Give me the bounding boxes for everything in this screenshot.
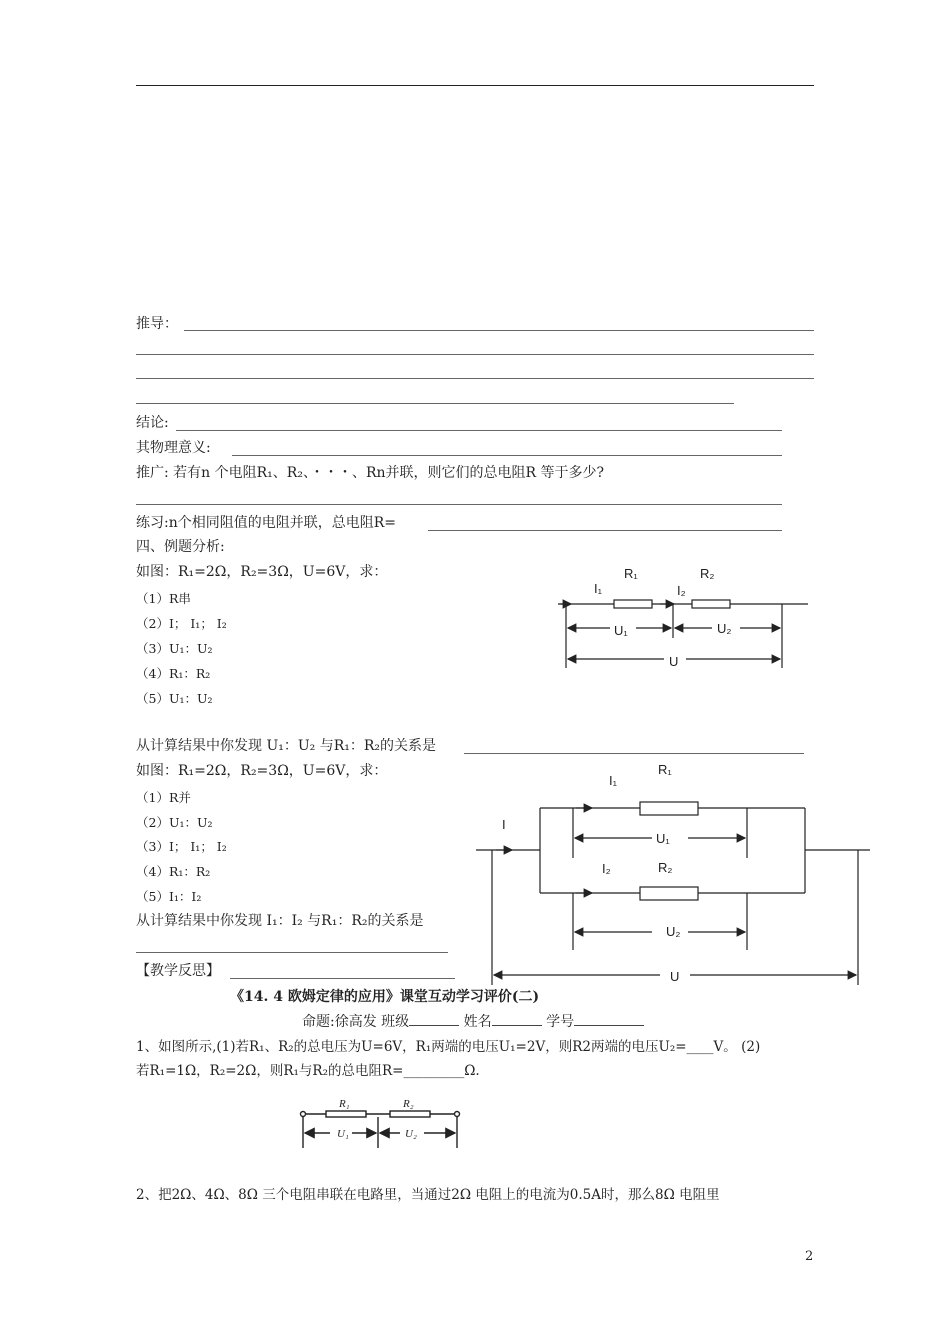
q2-line1: 2、把2Ω、4Ω、8Ω 三个电阻串联在电路里，当通过2Ω 电阻上的电流为0.5A时，那么8Ω 电阻里 <box>136 1187 720 1203</box>
derivation-label: 推导： <box>136 316 178 332</box>
label-u1: U₁ <box>614 623 628 638</box>
label-u2: U₂ <box>405 1128 417 1140</box>
example2-finding: 从计算结果中你发现 I₁：I₂ 与R₁：R₂的关系是 <box>136 913 424 929</box>
label-i2: I₂ <box>602 861 611 876</box>
example1-item: （1）R串 <box>136 591 191 606</box>
resistor-r1 <box>640 802 698 815</box>
answer-line <box>428 530 782 531</box>
resistor-r1 <box>614 600 652 608</box>
q1-circuit <box>301 1111 460 1148</box>
class-label: 班级 <box>381 1014 410 1030</box>
example1-finding: 从计算结果中你发现 U₁：U₂ 与R₁：R₂的关系是 <box>136 738 437 754</box>
eval-meta <box>302 1013 644 1031</box>
answer-line <box>136 952 448 953</box>
answer-line <box>136 403 734 404</box>
example2-item: （2）U₁：U₂ <box>136 815 213 830</box>
resistor-r2 <box>640 887 698 900</box>
answer-line <box>464 753 804 754</box>
answer-line <box>184 330 814 331</box>
label-u: U <box>670 969 680 984</box>
section-title: 四、例题分析: <box>136 539 225 555</box>
label-u2: U₂ <box>717 621 732 636</box>
physical-meaning-label: 其物理意义: <box>136 440 211 456</box>
answer-line <box>232 455 782 456</box>
label-i1: I₁ <box>609 773 617 788</box>
label-r2: R₂ <box>658 860 673 875</box>
answer-line <box>176 430 782 431</box>
parallel-circuit <box>476 802 870 985</box>
resistor-r2 <box>390 1111 430 1117</box>
eval-author: 命题:徐高发 <box>302 1014 377 1030</box>
label-r1: R₁ <box>658 762 672 777</box>
generalize-text: 推广: 若有n 个电阻R₁、R₂、・・・、Rn并联，则它们的总电阻R 等于多少? <box>136 465 604 481</box>
example2-prompt: 如图：R₁=2Ω，R₂=3Ω，U=6V，求： <box>136 763 388 779</box>
reflection-label: 【教学反思】 <box>136 963 220 979</box>
answer-line <box>136 354 814 355</box>
conclusion-label: 结论: <box>136 415 169 431</box>
answer-line <box>136 378 814 379</box>
label-i: I <box>502 817 506 832</box>
example1-item: （4）R₁：R₂ <box>136 666 211 681</box>
example1-item: （5）U₁：U₂ <box>136 691 213 706</box>
q1-line1: 1、如图所示,(1)若R₁、R₂的总电压为U=6V，R₁两端的电压U₁=2V，则R2两端的电压U₂=____V。 (2) <box>136 1039 761 1055</box>
label-r1: R₁ <box>339 1098 350 1110</box>
page-number: 2 <box>805 1249 814 1264</box>
header-rule <box>136 85 814 86</box>
label-r2: R₂ <box>403 1098 414 1110</box>
example2-item: （5）I₁：I₂ <box>136 889 202 904</box>
label-u1: U₁ <box>656 831 670 846</box>
label-u2: U₂ <box>666 924 681 939</box>
answer-line <box>136 504 782 505</box>
name-label: 姓名 <box>463 1014 492 1030</box>
series-circuit <box>558 600 808 668</box>
label-u1: U₁ <box>337 1128 349 1140</box>
label-r1: R₁ <box>624 566 638 581</box>
id-label: 学号 <box>546 1014 575 1030</box>
q1-line2: 若R₁=1Ω，R₂=2Ω，则R₁与R₂的总电阻R=_________Ω. <box>136 1063 480 1079</box>
label-r2: R₂ <box>700 566 715 581</box>
answer-line <box>230 978 455 979</box>
example1-prompt: 如图：R₁=2Ω，R₂=3Ω，U=6V，求： <box>136 564 388 580</box>
example1-item: （3）U₁：U₂ <box>136 641 213 656</box>
resistor-r2 <box>692 600 730 608</box>
example2-item: （3）I； I₁； I₂ <box>136 839 227 854</box>
example2-item: （4）R₁：R₂ <box>136 864 211 879</box>
label-i2: I₂ <box>677 583 686 598</box>
example1-item: （2）I； I₁； I₂ <box>136 616 227 631</box>
resistor-r1 <box>326 1111 366 1117</box>
practice-text: 练习:n个相同阻值的电阻并联，总电阻R= <box>136 515 397 531</box>
label-u: U <box>669 654 679 669</box>
example2-item: （1）R并 <box>136 790 191 805</box>
eval-title: 《14. 4 欧姆定律的应用》课堂互动学习评价(二) <box>230 989 540 1005</box>
label-i1: I₁ <box>594 581 602 596</box>
